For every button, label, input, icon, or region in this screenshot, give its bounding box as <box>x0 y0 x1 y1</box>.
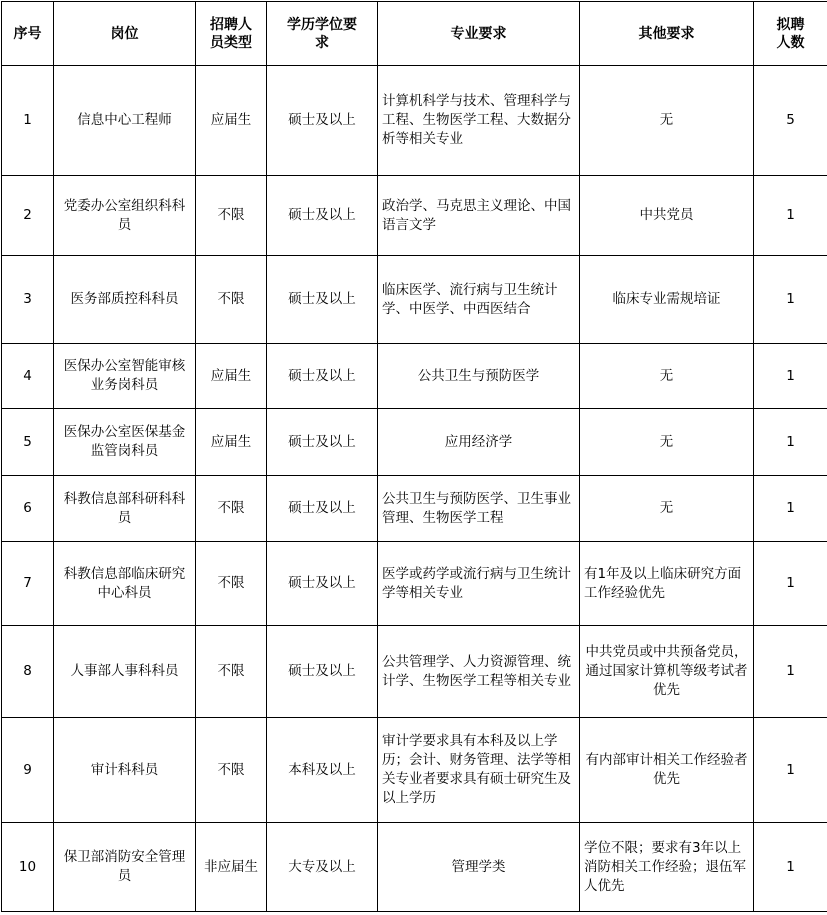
row-major: 公共卫生与预防医学 <box>378 344 580 409</box>
row-education: 大专及以上 <box>267 823 378 912</box>
row-other: 临床专业需规培证 <box>580 256 754 344</box>
header-no: 序号 <box>2 2 54 66</box>
table-row <box>2 542 827 626</box>
row-no: 3 <box>2 256 54 344</box>
row-position: 医保办公室智能审核业务岗科员 <box>54 344 196 409</box>
row-count: 1 <box>754 626 827 718</box>
row-major: 计算机科学与技术、管理科学与工程、生物医学工程、大数据分析等相关专业 <box>378 66 580 176</box>
row-other: 有1年及以上临床研究方面工作经验优先 <box>580 542 754 626</box>
row-count: 1 <box>754 476 827 542</box>
header-other: 其他要求 <box>580 2 754 66</box>
table-row <box>2 256 827 344</box>
row-other: 有内部审计相关工作经验者优先 <box>580 718 754 823</box>
row-count: 5 <box>754 66 827 176</box>
row-major: 应用经济学 <box>378 409 580 476</box>
table-row <box>2 409 827 476</box>
row-major: 政治学、马克思主义理论、中国语言文学 <box>378 176 580 256</box>
row-other: 学位不限；要求有3年以上消防相关工作经验；退伍军人优先 <box>580 823 754 912</box>
row-education: 硕士及以上 <box>267 256 378 344</box>
row-type: 不限 <box>196 176 267 256</box>
row-other: 无 <box>580 344 754 409</box>
row-other: 中共党员或中共预备党员，通过国家计算机等级考试者优先 <box>580 626 754 718</box>
row-position: 党委办公室组织科科员 <box>54 176 196 256</box>
row-count: 1 <box>754 176 827 256</box>
row-type: 不限 <box>196 718 267 823</box>
row-position: 科教信息部临床研究中心科员 <box>54 542 196 626</box>
row-type: 应届生 <box>196 409 267 476</box>
row-count: 1 <box>754 409 827 476</box>
header-position: 岗位 <box>54 2 196 66</box>
row-education: 硕士及以上 <box>267 409 378 476</box>
row-position: 医务部质控科科员 <box>54 256 196 344</box>
row-count: 1 <box>754 344 827 409</box>
row-position: 保卫部消防安全管理员 <box>54 823 196 912</box>
table-row <box>2 476 827 542</box>
row-count: 1 <box>754 823 827 912</box>
row-major: 公共卫生与预防医学、卫生事业管理、生物医学工程 <box>378 476 580 542</box>
row-education: 硕士及以上 <box>267 344 378 409</box>
row-type: 非应届生 <box>196 823 267 912</box>
row-type: 不限 <box>196 542 267 626</box>
row-type: 不限 <box>196 626 267 718</box>
row-major: 管理学类 <box>378 823 580 912</box>
row-no: 2 <box>2 176 54 256</box>
row-count: 1 <box>754 256 827 344</box>
row-count: 1 <box>754 718 827 823</box>
row-other: 中共党员 <box>580 176 754 256</box>
row-no: 10 <box>2 823 54 912</box>
row-position: 医保办公室医保基金监管岗科员 <box>54 409 196 476</box>
row-other: 无 <box>580 476 754 542</box>
table-row <box>2 344 827 409</box>
row-type: 不限 <box>196 476 267 542</box>
row-major: 临床医学、流行病与卫生统计学、中医学、中西医结合 <box>378 256 580 344</box>
row-type: 应届生 <box>196 344 267 409</box>
row-count: 1 <box>754 542 827 626</box>
row-no: 4 <box>2 344 54 409</box>
row-position: 信息中心工程师 <box>54 66 196 176</box>
recruitment-table <box>1 1 827 912</box>
table-row <box>2 823 827 912</box>
row-position: 科教信息部科研科科员 <box>54 476 196 542</box>
row-no: 1 <box>2 66 54 176</box>
table-row <box>2 718 827 823</box>
row-position: 人事部人事科科员 <box>54 626 196 718</box>
row-education: 硕士及以上 <box>267 542 378 626</box>
row-no: 5 <box>2 409 54 476</box>
row-other: 无 <box>580 66 754 176</box>
row-education: 硕士及以上 <box>267 626 378 718</box>
row-no: 7 <box>2 542 54 626</box>
row-position: 审计科科员 <box>54 718 196 823</box>
header-type: 招聘人员类型 <box>196 2 267 66</box>
table-row <box>2 176 827 256</box>
row-no: 6 <box>2 476 54 542</box>
row-education: 硕士及以上 <box>267 476 378 542</box>
table-row <box>2 66 827 176</box>
row-type: 应届生 <box>196 66 267 176</box>
row-major: 审计学要求具有本科及以上学历；会计、财务管理、法学等相关专业者要求具有硕士研究生及以上学历 <box>378 718 580 823</box>
header-count: 拟聘人数 <box>754 2 827 66</box>
row-major: 公共管理学、人力资源管理、统计学、生物医学工程等相关专业 <box>378 626 580 718</box>
row-education: 硕士及以上 <box>267 66 378 176</box>
row-type: 不限 <box>196 256 267 344</box>
table-row <box>2 626 827 718</box>
row-major: 医学或药学或流行病与卫生统计学等相关专业 <box>378 542 580 626</box>
header-education: 学历学位要求 <box>267 2 378 66</box>
row-other: 无 <box>580 409 754 476</box>
row-education: 本科及以上 <box>267 718 378 823</box>
row-no: 9 <box>2 718 54 823</box>
row-no: 8 <box>2 626 54 718</box>
header-major: 专业要求 <box>378 2 580 66</box>
row-education: 硕士及以上 <box>267 176 378 256</box>
header-row <box>2 2 827 66</box>
